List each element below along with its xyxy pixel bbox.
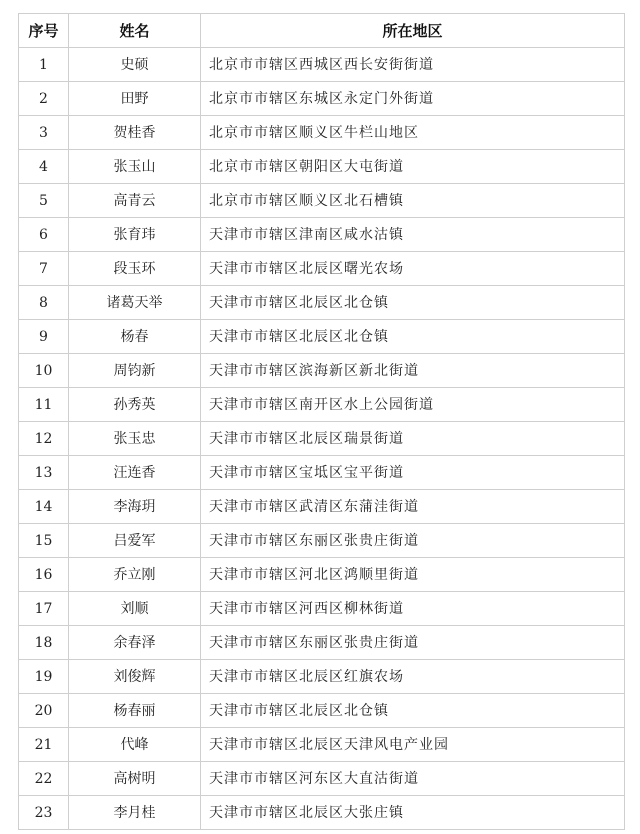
table-row [19, 388, 625, 422]
cell-serial-number: 11 [19, 388, 69, 422]
table-header-row [19, 14, 625, 48]
table-row [19, 150, 625, 184]
cell-region: 天津市市辖区河北区鸿顺里街道 [201, 558, 625, 592]
table-row [19, 286, 625, 320]
cell-region: 天津市市辖区河东区大直沽街道 [201, 762, 625, 796]
cell-name: 高青云 [69, 184, 201, 218]
award-list-table [18, 13, 625, 830]
cell-serial-number: 12 [19, 422, 69, 456]
table-row [19, 456, 625, 490]
cell-serial-number: 7 [19, 252, 69, 286]
cell-serial-number: 8 [19, 286, 69, 320]
table-row [19, 48, 625, 82]
cell-name: 代峰 [69, 728, 201, 762]
cell-region: 天津市市辖区东丽区张贵庄街道 [201, 626, 625, 660]
cell-serial-number: 16 [19, 558, 69, 592]
table-row [19, 660, 625, 694]
header-name: 姓名 [69, 14, 201, 48]
cell-name: 张玉忠 [69, 422, 201, 456]
table-row [19, 218, 625, 252]
cell-region: 北京市市辖区朝阳区大屯街道 [201, 150, 625, 184]
table-row [19, 592, 625, 626]
table-row [19, 354, 625, 388]
cell-region: 天津市市辖区河西区柳林街道 [201, 592, 625, 626]
cell-name: 张玉山 [69, 150, 201, 184]
cell-region: 北京市市辖区西城区西长安街街道 [201, 48, 625, 82]
cell-serial-number: 10 [19, 354, 69, 388]
cell-region: 天津市市辖区北辰区曙光农场 [201, 252, 625, 286]
table-row [19, 728, 625, 762]
cell-region: 天津市市辖区津南区咸水沽镇 [201, 218, 625, 252]
cell-serial-number: 21 [19, 728, 69, 762]
table-row [19, 116, 625, 150]
table-row [19, 184, 625, 218]
cell-serial-number: 19 [19, 660, 69, 694]
cell-serial-number: 1 [19, 48, 69, 82]
header-region: 所在地区 [201, 14, 625, 48]
cell-serial-number: 14 [19, 490, 69, 524]
cell-serial-number: 22 [19, 762, 69, 796]
cell-name: 田野 [69, 82, 201, 116]
cell-region: 天津市市辖区武清区东蒲洼街道 [201, 490, 625, 524]
cell-name: 诸葛天举 [69, 286, 201, 320]
cell-serial-number: 17 [19, 592, 69, 626]
cell-name: 张育玮 [69, 218, 201, 252]
cell-region: 天津市市辖区北辰区北仓镇 [201, 320, 625, 354]
cell-serial-number: 15 [19, 524, 69, 558]
cell-region: 天津市市辖区宝坻区宝平街道 [201, 456, 625, 490]
cell-name: 段玉环 [69, 252, 201, 286]
table-row [19, 422, 625, 456]
cell-serial-number: 13 [19, 456, 69, 490]
cell-region: 天津市市辖区北辰区瑞景街道 [201, 422, 625, 456]
cell-serial-number: 9 [19, 320, 69, 354]
table-row [19, 626, 625, 660]
cell-serial-number: 5 [19, 184, 69, 218]
cell-name: 周钧新 [69, 354, 201, 388]
cell-region: 天津市市辖区滨海新区新北街道 [201, 354, 625, 388]
cell-region: 天津市市辖区北辰区北仓镇 [201, 694, 625, 728]
cell-serial-number: 20 [19, 694, 69, 728]
table-row [19, 762, 625, 796]
table-row [19, 524, 625, 558]
cell-name: 孙秀英 [69, 388, 201, 422]
cell-region: 天津市市辖区北辰区天津风电产业园 [201, 728, 625, 762]
table-row [19, 490, 625, 524]
table-body [19, 48, 625, 830]
cell-name: 刘俊辉 [69, 660, 201, 694]
cell-region: 天津市市辖区北辰区北仓镇 [201, 286, 625, 320]
cell-region: 天津市市辖区南开区水上公园街道 [201, 388, 625, 422]
cell-name: 李海玥 [69, 490, 201, 524]
cell-serial-number: 23 [19, 796, 69, 830]
table-row [19, 320, 625, 354]
cell-serial-number: 6 [19, 218, 69, 252]
table-row [19, 694, 625, 728]
header-serial-number: 序号 [19, 14, 69, 48]
table-row [19, 252, 625, 286]
cell-region: 北京市市辖区东城区永定门外街道 [201, 82, 625, 116]
cell-region: 天津市市辖区北辰区大张庄镇 [201, 796, 625, 830]
cell-region: 天津市市辖区北辰区红旗农场 [201, 660, 625, 694]
cell-name: 吕爱军 [69, 524, 201, 558]
cell-name: 余春泽 [69, 626, 201, 660]
cell-serial-number: 4 [19, 150, 69, 184]
cell-region: 北京市市辖区顺义区牛栏山地区 [201, 116, 625, 150]
cell-serial-number: 18 [19, 626, 69, 660]
cell-serial-number: 3 [19, 116, 69, 150]
table-row [19, 558, 625, 592]
cell-name: 乔立刚 [69, 558, 201, 592]
cell-name: 汪连香 [69, 456, 201, 490]
table-container [18, 13, 624, 830]
cell-name: 杨春 [69, 320, 201, 354]
cell-name: 贺桂香 [69, 116, 201, 150]
cell-name: 史硕 [69, 48, 201, 82]
table-row [19, 796, 625, 830]
cell-name: 高树明 [69, 762, 201, 796]
cell-name: 李月桂 [69, 796, 201, 830]
cell-name: 刘顺 [69, 592, 201, 626]
table-row [19, 82, 625, 116]
cell-serial-number: 2 [19, 82, 69, 116]
cell-region: 天津市市辖区东丽区张贵庄街道 [201, 524, 625, 558]
cell-region: 北京市市辖区顺义区北石槽镇 [201, 184, 625, 218]
cell-name: 杨春丽 [69, 694, 201, 728]
